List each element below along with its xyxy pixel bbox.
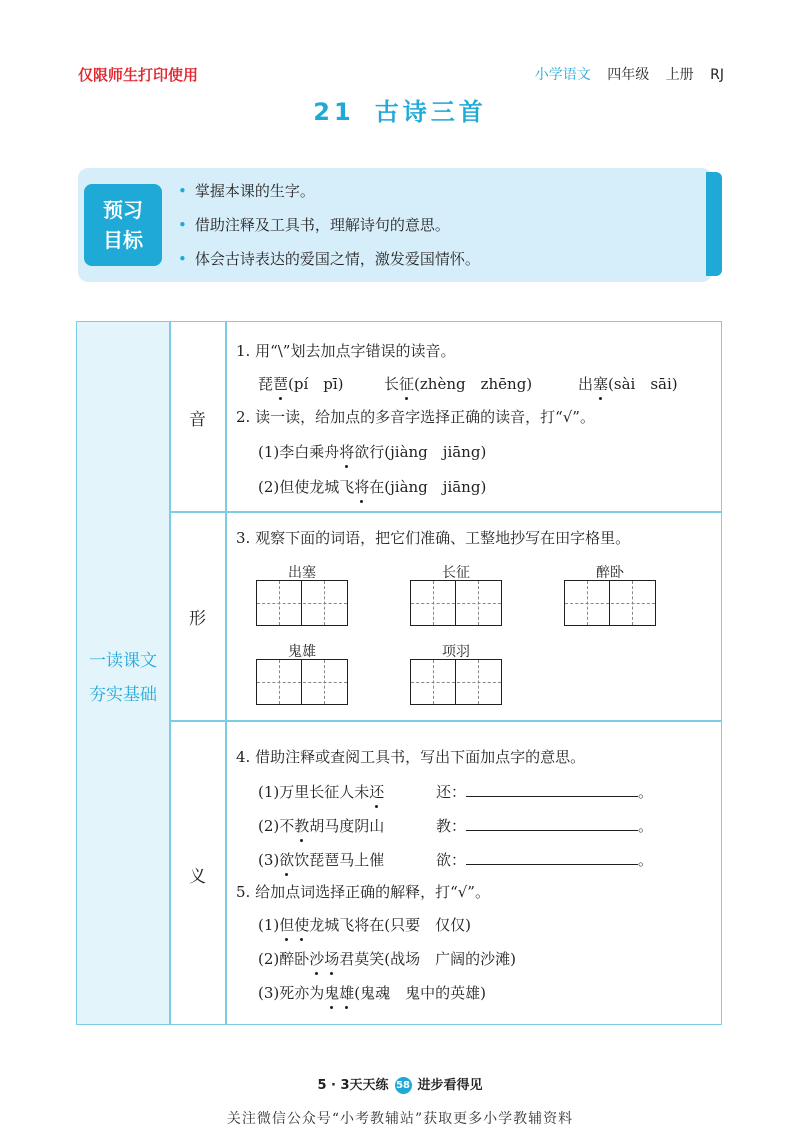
q5-item: (3)死亦为鬼雄(鬼魂 鬼中的英雄) xyxy=(258,984,486,1002)
page-title xyxy=(0,92,800,127)
writing-grid[interactable] xyxy=(410,580,502,626)
q4-answer[interactable]: 欲： 。 xyxy=(436,851,654,869)
goals-badge-line1: 预习 xyxy=(103,198,143,222)
question-4-title: 4. 借助注释或查阅工具书，写出下面加点字的意思。 xyxy=(236,748,586,766)
writing-grid[interactable] xyxy=(410,659,502,705)
section-label-meaning: 义 xyxy=(189,867,206,887)
grade-label: 四年级 xyxy=(607,67,650,83)
answer-blank xyxy=(466,782,638,797)
grid-word: 项羽 xyxy=(442,644,470,660)
answer-blank xyxy=(466,850,638,865)
writing-grid[interactable] xyxy=(256,580,348,626)
q4-answer[interactable]: 教： 。 xyxy=(436,817,654,835)
q4-item: (1)万里长征人未还 xyxy=(258,783,385,801)
q1-item: 出塞(sài sāi) xyxy=(578,375,678,393)
divider xyxy=(170,720,722,722)
book-info xyxy=(535,64,724,84)
lesson-number: 21 xyxy=(313,98,355,126)
question-2-title: 2. 读一读，给加点的多音字选择正确的读音，打“√”。 xyxy=(236,408,595,426)
goals-panel-edge xyxy=(706,172,722,276)
question-1-title: 1. 用“\”划去加点字错误的读音。 xyxy=(236,342,456,360)
grid-word: 长征 xyxy=(442,565,470,581)
side-label-line1: 一读课文 xyxy=(89,651,157,671)
side-column xyxy=(76,321,170,1025)
goal-item: • 借助注释及工具书，理解诗句的意思。 xyxy=(178,216,450,234)
q4-answer[interactable]: 还： 。 xyxy=(436,783,654,801)
grid-word: 出塞 xyxy=(288,565,316,581)
answer-blank xyxy=(466,816,638,831)
print-notice: 仅限师生打印使用 xyxy=(78,66,199,84)
q2-item: (1)李白乘舟将欲行(jiàng jiāng) xyxy=(258,443,487,461)
goals-badge xyxy=(84,184,162,266)
writing-grid[interactable] xyxy=(564,580,656,626)
page-footer xyxy=(0,1074,800,1094)
footer-slogan: 进步看得见 xyxy=(417,1078,483,1093)
q1-item: 琵琶(pí pī) xyxy=(258,375,344,393)
q5-item: (2)醉卧沙场君莫笑(战场 广阔的沙滩) xyxy=(258,950,517,968)
goals-badge-line2: 目标 xyxy=(103,228,143,252)
q5-item: (1)但使龙城飞将在(只要 仅仅) xyxy=(258,916,472,934)
question-3-title: 3. 观察下面的词语，把它们准确、工整地抄写在田字格里。 xyxy=(236,529,631,547)
q2-item: (2)但使龙城飞将在(jiàng jiāng) xyxy=(258,478,487,496)
volume-label: 上册 xyxy=(665,67,694,83)
footer-brand: 5 · 3天天练 xyxy=(317,1078,389,1093)
q4-item: (2)不教胡马度阴山 xyxy=(258,817,385,835)
bullet-icon: • xyxy=(178,182,187,200)
lesson-title: 古诗三首 xyxy=(374,98,487,126)
q1-item: 长征(zhèng zhēng) xyxy=(384,375,533,393)
subject-label: 小学语文 xyxy=(534,67,591,83)
bottom-note: 关注微信公众号“小考教辅站”获取更多小学教辅资料 xyxy=(226,1111,574,1127)
section-label-form: 形 xyxy=(189,609,206,629)
grid-word: 醉卧 xyxy=(596,565,624,581)
goal-item: • 体会古诗表达的爱国之情，激发爱国情怀。 xyxy=(178,250,480,268)
divider xyxy=(170,511,722,513)
q4-item: (3)欲饮琵琶马上催 xyxy=(258,851,385,869)
divider xyxy=(225,321,227,1025)
edition-label: RJ xyxy=(710,67,724,83)
grid-word: 鬼雄 xyxy=(288,644,316,660)
goal-item: • 掌握本课的生字。 xyxy=(178,182,315,200)
section-label-sound: 音 xyxy=(189,410,206,430)
bullet-icon: • xyxy=(178,250,187,268)
writing-grid[interactable] xyxy=(256,659,348,705)
side-label-line2: 夯实基础 xyxy=(89,685,157,705)
bullet-icon: • xyxy=(178,216,187,234)
page-number: 58 xyxy=(395,1077,412,1094)
question-5-title: 5. 给加点词选择正确的解释，打“√”。 xyxy=(236,883,490,901)
